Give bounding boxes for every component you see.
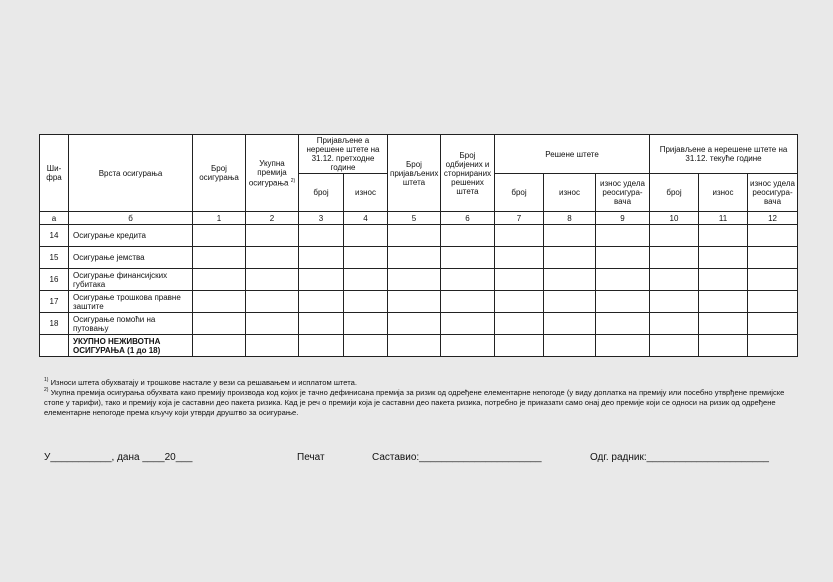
data-cell[interactable] xyxy=(441,291,495,313)
data-cell[interactable] xyxy=(388,335,441,357)
col-number: 3 xyxy=(299,212,344,225)
data-cell[interactable] xyxy=(193,269,246,291)
data-cell[interactable] xyxy=(495,313,544,335)
data-cell[interactable] xyxy=(748,335,798,357)
data-cell[interactable] xyxy=(748,291,798,313)
header-resene-stete: Решене штете xyxy=(495,135,650,174)
col-number: 12 xyxy=(748,212,798,225)
data-cell[interactable] xyxy=(699,225,748,247)
col-number: 10 xyxy=(650,212,699,225)
data-cell[interactable] xyxy=(193,291,246,313)
data-cell[interactable] xyxy=(299,291,344,313)
data-cell[interactable] xyxy=(748,225,798,247)
data-cell[interactable] xyxy=(246,291,299,313)
data-cell[interactable] xyxy=(246,335,299,357)
col-number: 1 xyxy=(193,212,246,225)
data-cell[interactable] xyxy=(544,225,596,247)
col-number: б xyxy=(69,212,193,225)
col-number: 5 xyxy=(388,212,441,225)
data-cell[interactable] xyxy=(699,291,748,313)
data-cell[interactable] xyxy=(246,269,299,291)
total-row xyxy=(40,335,798,357)
col-number: 11 xyxy=(699,212,748,225)
footnote-2-text: Укупна премија осигурања обухвата како премију производа код којих је тачно дефинисана премија за ризик од одређене елементарне непогоде (у виду доплатка на премију или посебно утврђене премијске стопе у тарифи), тако и премију која је саставни део пакета ризика. Кад је реч о премији која је саставни део пакета ризика, потребно је приказати само онај део премије који се односи на ризик од одређене елементарне непогоде према кључу који утврди друштво за осигурање. xyxy=(44,388,785,417)
header-vrsta-osiguranja: Врста осигурања xyxy=(69,135,193,212)
header-prijavljene-prethodne: Пријављене а нерешене штете на 31.12. претходне године xyxy=(299,135,388,174)
data-cell[interactable] xyxy=(495,247,544,269)
row-name: Осигурање трошкова правне заштите xyxy=(69,291,193,313)
data-cell[interactable] xyxy=(544,247,596,269)
data-cell[interactable] xyxy=(544,335,596,357)
data-cell[interactable] xyxy=(699,313,748,335)
data-cell[interactable] xyxy=(596,247,650,269)
data-cell[interactable] xyxy=(650,225,699,247)
data-cell[interactable] xyxy=(748,247,798,269)
data-cell[interactable] xyxy=(441,335,495,357)
data-cell[interactable] xyxy=(596,225,650,247)
data-cell[interactable] xyxy=(299,335,344,357)
data-cell[interactable] xyxy=(299,313,344,335)
data-cell[interactable] xyxy=(344,269,388,291)
header-broj-prijavljenih: Број пријављених штета xyxy=(388,135,441,212)
data-cell[interactable] xyxy=(596,269,650,291)
table-row xyxy=(40,269,798,291)
data-cell[interactable] xyxy=(441,269,495,291)
table-row xyxy=(40,225,798,247)
col-number: 2 xyxy=(246,212,299,225)
row-code: 16 xyxy=(40,269,69,291)
data-cell[interactable] xyxy=(699,247,748,269)
header-sifra: Ши- фра xyxy=(40,135,69,212)
table-row xyxy=(40,291,798,313)
claims-table xyxy=(39,134,798,357)
col-number: 4 xyxy=(344,212,388,225)
header-broj-odbijenih: Број одбијених и сторнираних решених штета xyxy=(441,135,495,212)
data-cell[interactable] xyxy=(344,335,388,357)
data-cell[interactable] xyxy=(344,291,388,313)
header-broj: број xyxy=(650,174,699,212)
header-iznos-udela: износ удела реосигура-вача xyxy=(596,174,650,212)
col-number: а xyxy=(40,212,69,225)
data-cell[interactable] xyxy=(544,291,596,313)
data-cell[interactable] xyxy=(299,269,344,291)
footnote-1 xyxy=(44,378,804,388)
responsible-officer-field[interactable]: Одг. радник:______________________ xyxy=(590,452,769,463)
row-name: Осигурање кредита xyxy=(69,225,193,247)
data-cell[interactable] xyxy=(193,335,246,357)
data-cell[interactable] xyxy=(650,269,699,291)
col-number: 7 xyxy=(495,212,544,225)
data-cell[interactable] xyxy=(441,225,495,247)
row-code: 17 xyxy=(40,291,69,313)
total-label: УКУПНО НЕЖИВОТНА ОСИГУРАЊА (1 до 18) xyxy=(69,335,193,357)
footnote-1-text: Износи штета обухватају и трошкове настале у вези са решавањем и исплатом штета. xyxy=(50,378,358,387)
data-cell[interactable] xyxy=(246,225,299,247)
footnotes xyxy=(44,378,804,418)
data-cell[interactable] xyxy=(388,269,441,291)
col-number: 9 xyxy=(596,212,650,225)
row-code: 18 xyxy=(40,313,69,335)
data-cell[interactable] xyxy=(441,313,495,335)
header-iznos: износ xyxy=(699,174,748,212)
data-cell[interactable] xyxy=(495,225,544,247)
row-code: 14 xyxy=(40,225,69,247)
data-cell[interactable] xyxy=(596,291,650,313)
data-cell[interactable] xyxy=(544,269,596,291)
footnote-2-mark: 2) xyxy=(44,387,49,393)
data-cell[interactable] xyxy=(246,313,299,335)
data-cell[interactable] xyxy=(650,247,699,269)
data-cell[interactable] xyxy=(650,291,699,313)
row-name: Осигурање финансијских губитака xyxy=(69,269,193,291)
header-prijavljene-tekuce: Пријављене а нерешене штете на 31.12. текуће године xyxy=(650,135,798,174)
row-name: Осигурање јемства xyxy=(69,247,193,269)
data-cell[interactable] xyxy=(193,247,246,269)
column-number-row xyxy=(40,212,798,225)
header-ukupna-premija xyxy=(246,135,299,212)
data-cell[interactable] xyxy=(748,313,798,335)
data-cell[interactable] xyxy=(650,313,699,335)
row-name: Осигурање помоћи на путовању xyxy=(69,313,193,335)
table-row xyxy=(40,247,798,269)
data-cell[interactable] xyxy=(495,291,544,313)
header-iznos-udela: износ удела реосигура-вача xyxy=(748,174,798,212)
data-cell[interactable] xyxy=(299,247,344,269)
compiled-by-field[interactable]: Саставио:______________________ xyxy=(372,452,542,463)
row-code: 15 xyxy=(40,247,69,269)
data-cell[interactable] xyxy=(193,313,246,335)
data-cell[interactable] xyxy=(441,247,495,269)
data-cell[interactable] xyxy=(699,335,748,357)
data-cell[interactable] xyxy=(388,247,441,269)
data-cell[interactable] xyxy=(596,313,650,335)
data-cell[interactable] xyxy=(388,313,441,335)
data-cell[interactable] xyxy=(495,335,544,357)
data-cell[interactable] xyxy=(699,269,748,291)
header-iznos: износ xyxy=(344,174,388,212)
data-cell[interactable] xyxy=(748,269,798,291)
data-cell[interactable] xyxy=(650,335,699,357)
header-ukupna-premija-text: Укупна премија осигурања xyxy=(248,158,289,188)
header-broj: број xyxy=(299,174,344,212)
header-broj-osiguranja: Број осигурања xyxy=(193,135,246,212)
stamp-label: Печат xyxy=(297,452,325,463)
data-cell[interactable] xyxy=(299,225,344,247)
col-number: 8 xyxy=(544,212,596,225)
footnote-1-mark: 1) xyxy=(44,377,49,383)
data-cell[interactable] xyxy=(344,313,388,335)
data-cell[interactable] xyxy=(495,269,544,291)
data-cell[interactable] xyxy=(344,247,388,269)
row-code xyxy=(40,335,69,357)
header-broj: број xyxy=(495,174,544,212)
data-cell[interactable] xyxy=(544,313,596,335)
data-cell[interactable] xyxy=(344,225,388,247)
header-iznos: износ xyxy=(544,174,596,212)
footnote-ref-2: 2) xyxy=(290,177,296,184)
place-date-field[interactable]: У___________, дана ____20___ xyxy=(44,452,193,463)
col-number: 6 xyxy=(441,212,495,225)
data-cell[interactable] xyxy=(596,335,650,357)
data-cell[interactable] xyxy=(193,225,246,247)
data-cell[interactable] xyxy=(388,225,441,247)
table-row xyxy=(40,313,798,335)
data-cell[interactable] xyxy=(246,247,299,269)
data-cell[interactable] xyxy=(388,291,441,313)
footnote-2 xyxy=(44,388,804,418)
